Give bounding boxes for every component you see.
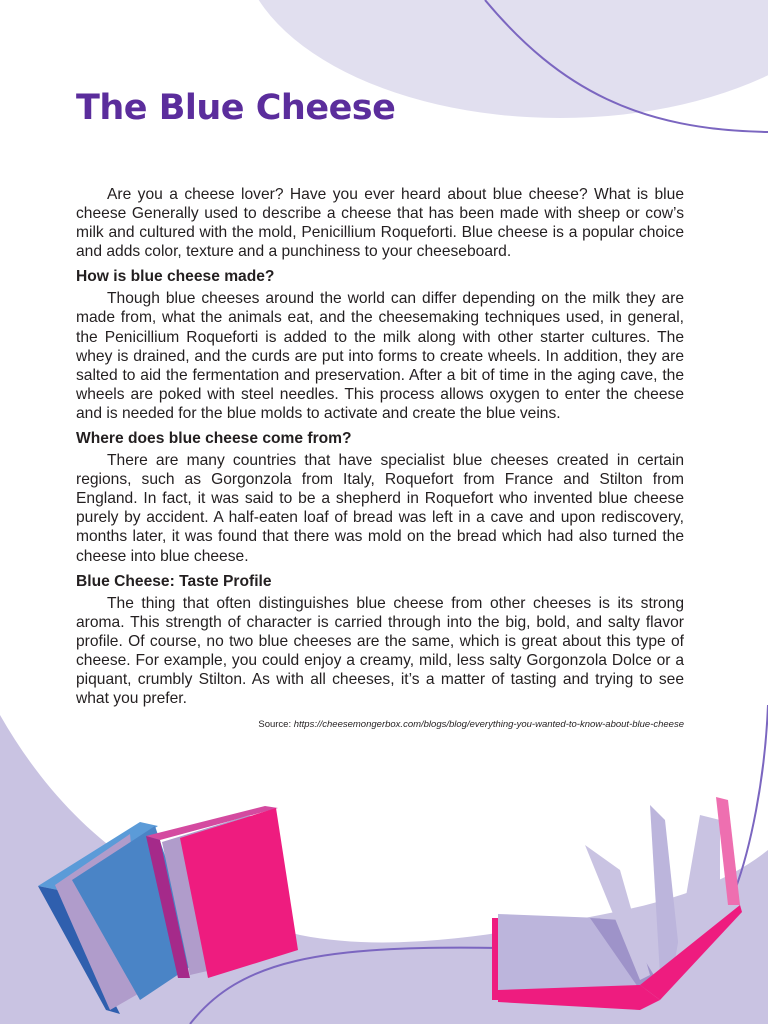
article-body — [76, 185, 684, 734]
source-citation — [76, 715, 684, 734]
section-heading: Blue Cheese: Taste Profile — [76, 572, 272, 590]
section-heading: How is blue cheese made? — [76, 268, 275, 286]
section-paragraph: Though blue cheeses around the world can differ depending on the milk they are made from, what the animals eat, and the cheesemaking techniques used, in general, the Penicillium Roqueforti is added to the milk along with other starter cultures. The whey is drained, and the curds are put into forms to create wheels. In addition, they are salted to aid the fermentation and preservation. After a bit of time in the aging cave, the wheels are poked with steel needles. This process allows oxygen to enter the cheese and is needed for the blue molds to activate and create the blue veins. — [76, 290, 684, 422]
page-title: The Blue Cheese — [76, 88, 396, 128]
section-paragraph: The thing that often distinguishes blue cheese from other cheeses is its strong aroma. This strength of character is carried through into the big, bold, and salty flavor profile. Of course, no two blue cheeses are the same, which is great about this type of cheese. For example, you could enjoy a creamy, mild, less salty Gorgonzola Dolce or a piquant, crumbly Stilton. As with all cheeses, it’s a matter of tasting and trying to see what you prefer. — [76, 594, 684, 708]
section-heading: Where does blue cheese come from? — [76, 430, 352, 448]
section-paragraph: There are many countries that have specialist blue cheeses created in certain regions, such as Gorgonzola from Italy, Roquefort from France and Stilton from England. In fact, it was said to be a shepherd in Roquefort who invented blue cheese purely by accident. A half-eaten loaf of bread was left in a cave and upon rediscovery, months later, it was found that there was mold on the bread which had also turned the cheese into blue cheese. — [76, 452, 684, 565]
intro-paragraph: Are you a cheese lover? Have you ever heard about blue cheese? What is blue cheese Generally used to describe a cheese that has been made with sheep or cow’s milk and cultured with the mold, Penicillium Roqueforti. Blue cheese is a popular choice and adds color, texture and a punchiness to your cheeseboard. — [76, 186, 684, 261]
source-label: Source: — [258, 719, 292, 731]
source-url[interactable]: https://cheesemongerbox.com/blogs/blog/everything-you-wanted-to-know-about-blue-cheese — [293, 719, 684, 731]
